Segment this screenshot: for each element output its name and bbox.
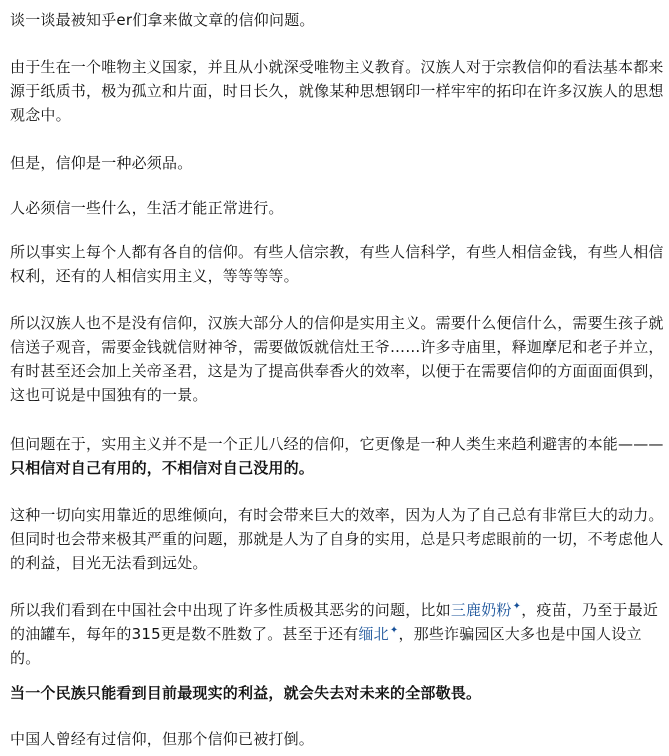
paragraph-conclusion [10,681,665,705]
paragraph-necessity: 但是，信仰是一种必须品。 [10,154,193,172]
paragraph-examples [10,598,665,670]
problem-emphasis: 只相信对自己有用的，不相信对自己没用的。 [10,459,315,477]
paragraph-intro: 谈一谈最被知乎er们拿来做文章的信仰问题。 [10,11,315,29]
conclusion-emphasis: 当一个民族只能看到目前最现实的利益，就会失去对未来的全部敬畏。 [10,684,482,702]
paragraph-consequence: 这种一切向实用靠近的思维倾向，有时会带来巨大的效率，因为人为了自己总有非常巨大的动力。但同时也会带来极其严重的问题，那就是人为了自身的实用，总是只考虑眼前的一切，不考虑他人的利益，目光无法看到远处。 [10,506,664,572]
paragraph-final: 中国人曾经有过信仰，但那个信仰已被打倒。 [10,730,315,748]
paragraph-problem [10,432,669,480]
paragraph-everyone-belief: 所以事实上每个人都有各自的信仰。有些人信宗教，有些人信科学，有些人相信金钱，有些人相信权利，还有的人相信实用主义，等等等等。 [10,243,664,285]
paragraph-materialism: 由于生在一个唯物主义国家，并且从小就深受唯物主义教育。汉族人对于宗教信仰的看法基本都来源于纸质书，极为孤立和片面，时日长久，就像某种思想钢印一样牢牢的拓印在许多汉族人的思想观念中。 [10,58,664,124]
sanlu-link[interactable]: 三鹿奶粉 [450,601,512,619]
examples-text-c: ，那些诈骗园区大多也是中国人设立的。 [10,625,642,667]
problem-text: 但问题在于，实用主义并不是一个正儿八经的信仰，它更像是一种人类生来趋利避害的本能——— [10,435,664,453]
myanmar-north-link[interactable]: 缅北 [358,625,389,643]
examples-text-b: ，疫苗，乃至于最近的油罐车，每年的315更是数不胜数了。甚至于还有 [10,601,659,643]
sparkle-icon: ✦ [389,625,399,636]
paragraph-believe: 人必须信一些什么，生活才能正常进行。 [10,199,284,217]
paragraph-pragmatism: 所以汉族人也不是没有信仰，汉族大部分人的信仰是实用主义。需要什么便信什么，需要生孩子就信送子观音，需要金钱就信财神爷，需要做饭就信灶王爷……许多寺庙里，释迦摩尼和老子并立，有时甚至还会加上关帝圣君，这是为了提高供奉香火的效率，以便于在需要信仰的方面面面俱到，这也可说是中国独有的一景。 [10,314,664,404]
examples-text-a: 所以我们看到在中国社会中出现了许多性质极其恶劣的问题，比如 [10,601,451,619]
sparkle-icon: ✦ [512,601,522,612]
